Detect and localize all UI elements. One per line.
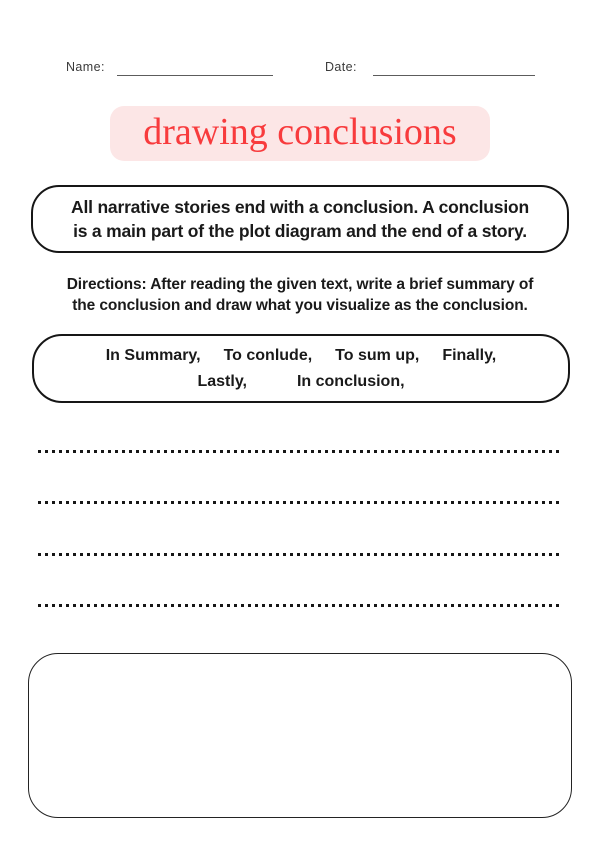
transition-word: To sum up, bbox=[335, 346, 420, 364]
transition-word: To conlude, bbox=[223, 346, 313, 364]
transition-word: In conclusion, bbox=[296, 372, 405, 390]
page-title: drawing conclusions bbox=[143, 110, 457, 153]
writing-line[interactable] bbox=[38, 604, 562, 607]
intro-box bbox=[31, 185, 569, 253]
name-field bbox=[66, 59, 273, 76]
writing-line[interactable] bbox=[38, 501, 562, 504]
writing-line[interactable] bbox=[38, 553, 562, 556]
directions bbox=[30, 274, 570, 316]
drawing-area[interactable] bbox=[28, 653, 572, 818]
transition-words-row-2 bbox=[34, 373, 568, 391]
directions-line-1: Directions: After reading the given text, write a brief summary of bbox=[66, 276, 534, 293]
transition-words-row-1 bbox=[34, 347, 568, 365]
intro-text-line-1: All narrative stories end with a conclusion. A conclusion bbox=[71, 197, 529, 217]
writing-line[interactable] bbox=[38, 450, 562, 453]
directions-line-2: the conclusion and draw what you visualize as the conclusion. bbox=[72, 297, 528, 314]
name-label: Name: bbox=[66, 60, 105, 74]
transition-word: Finally, bbox=[442, 346, 497, 364]
name-blank-line[interactable] bbox=[117, 60, 273, 76]
date-blank-line[interactable] bbox=[373, 60, 535, 76]
title-banner bbox=[110, 106, 490, 161]
date-field bbox=[325, 59, 535, 76]
transition-word: In Summary, bbox=[105, 346, 201, 364]
date-label: Date: bbox=[325, 60, 357, 74]
transition-words-box bbox=[32, 334, 570, 403]
intro-text-line-2: is a main part of the plot diagram and the end of a story. bbox=[73, 221, 527, 241]
transition-word: Lastly, bbox=[197, 372, 247, 390]
